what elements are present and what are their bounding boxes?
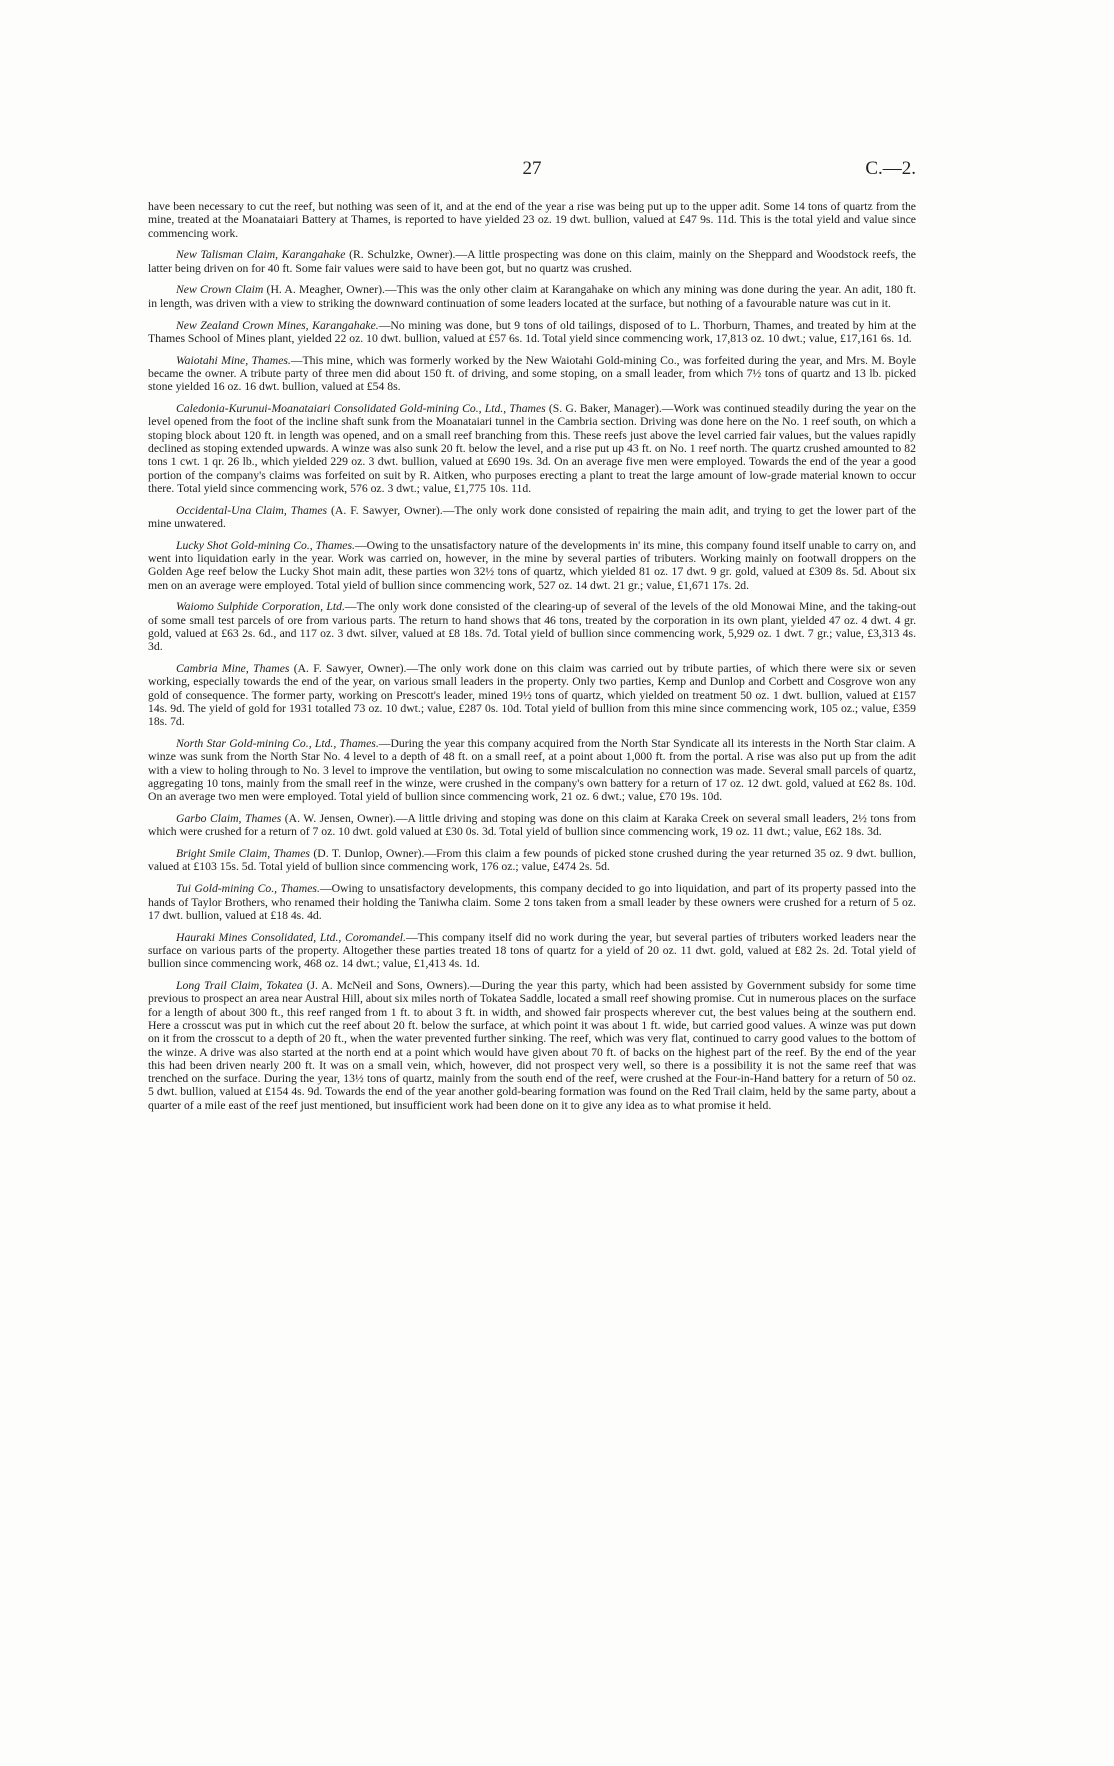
- document-code: C.—2.: [865, 158, 916, 179]
- paragraph: [148, 248, 916, 275]
- paragraph-heading: New Crown Claim: [176, 283, 264, 297]
- paragraph-text: —The only work done consisted of the clearing-up of several of the levels of the old Monowai Mine, and the taking-out of some small test parcels of ore from various parts. The return to hand shows that 46 tons, treated by the corporation in its own plant, yielded 47 oz. 4 dwt. 4 gr. gold, valued at £63 2s. 6d., and 117 oz. 3 dwt. silver, valued at £8 18s. 7d. Total yield of bullion since commencing work, 5,929 oz. 1 dwt. 7 gr.; value, £3,313 4s. 3d.: [148, 600, 916, 654]
- paragraph: [148, 737, 916, 803]
- paragraph: [148, 354, 916, 394]
- paragraph-text: (A. F. Sawyer, Owner).—The only work done consisted of repairing the main adit, and trying to get the lower part of the mine unwatered.: [148, 503, 916, 530]
- paragraph: [148, 319, 916, 346]
- paragraph-heading: Garbo Claim, Thames: [176, 812, 282, 826]
- paragraph: [148, 283, 916, 310]
- paragraph: [148, 504, 916, 531]
- paragraph-text: have been necessary to cut the reef, but nothing was seen of it, and at the end of the year a rise was being put up to the upper adit. Some 14 tons of quartz from the mine, treated at the Moanataiari Battery at Thames, is reported to have yielded 23 oz. 19 dwt. bullion, valued at £47 9s. 11d. This is the total yield and value since commencing work.: [148, 200, 916, 240]
- paragraph: [148, 600, 916, 653]
- paragraph-text: —Owing to the unsatisfactory nature of the developments in' its mine, this company found itself unable to carry on, and went into liquidation early in the year. Work was carried on, however, in the mine by several parties of tributers. Working mainly on footwall droppers on the Golden Age reef below the Lucky Shot main adit, these parties won 32½ tons of quartz, which yielded 81 oz. 17 dwt. 9 gr. gold, valued at £309 8s. 5d. About six men on an average were employed. Total yield of bullion since commencing work, 527 oz. 14 dwt. 21 gr.; value, £1,671 17s. 2d.: [148, 538, 916, 592]
- paragraph: [148, 931, 916, 971]
- paragraph-text: —During the year this company acquired from the North Star Syndicate all its interests in the North Star claim. A winze was sunk from the North Star No. 4 level to a depth of 48 ft. on a small reef, at a point about 1,000 ft. from the portal. A rise was also put up from the adit with a view to holing through to No. 3 level to improve the ventilation, but owing to some miscalculation no connection was made. Several small parcels of quartz, aggregating 10 tons, mainly from the small reef in the winze, were crushed in the company's own battery for a return of 17 oz. 12 dwt. gold, valued at £62 8s. 10d. On an average two men were employed. Total yield of bullion since commencing work, 21 oz. 6 dwt.; value, £70 19s. 10d.: [148, 737, 917, 804]
- paragraph: [148, 539, 916, 592]
- paragraph-heading: Bright Smile Claim, Thames: [176, 847, 310, 861]
- paragraph-heading: Lucky Shot Gold-mining Co., Thames.: [176, 538, 355, 552]
- paragraph-text: —Owing to unsatisfactory developments, this company decided to go into liquidation, and part of its property passed into the hands of Taylor Brothers, who renamed their holding the Taniwha claim. Some 2 tons taken from a small leader by these owners were crushed for a return of 5 oz. 17 dwt. bullion, valued at £18 4s. 4d.: [148, 882, 916, 922]
- paragraph: [148, 882, 916, 922]
- paragraph-heading: New Talisman Claim, Karangahake: [176, 248, 346, 262]
- paragraph-heading: Hauraki Mines Consolidated, Ltd., Coromandel.: [176, 930, 406, 944]
- paragraph: [148, 847, 916, 874]
- paragraph-text: (S. G. Baker, Manager).—Work was continued steadily during the year on the level opened from the foot of the incline shaft sunk from the Moanataiari tunnel in the Cambria section. Driving was done here on the No. 1 reef south, on which a stoping block about 120 ft. in length was opened, and on a small reef branching from this. These reefs just above the level carried fair values, but the values rapidly declined as stoping extended upwards. A winze was also sunk 20 ft. below the level, and a rise put up 43 ft. on No. 1 reef north. The quartz crushed amounted to 82 tons 1 cwt. 1 qr. 26 lb., which yielded 229 oz. 3 dwt. bullion, valued at £690 19s. 3d. On an average five men were employed. Towards the end of the year a good portion of the company's claims was forfeited on suit by R. Aitken, who purposes erecting a plant to treat the large amount of low-grade material known to occur there. Total yield since commencing work, 576 oz. 3 dwt.; value, £1,775 10s. 11d.: [148, 402, 916, 495]
- paragraph-heading: Waiotahi Mine, Thames.: [176, 353, 291, 367]
- paragraph-text: (R. Schulzke, Owner).—A little prospecting was done on this claim, mainly on the Sheppard and Woodstock reefs, the latter being driven on for 40 ft. Some fair values were said to have been got, but no quartz was crushed.: [148, 248, 916, 275]
- paragraph-heading: Occidental-Una Claim, Thames: [176, 503, 328, 517]
- paragraph-text: (H. A. Meagher, Owner).—This was the only other claim at Karangahake on which any mining was done during the year. An adit, 180 ft. in length, was driven with a view to striking the downward continuation of some leaders located at the surface, but nothing of a favourable nature was cut in it.: [148, 283, 916, 310]
- paragraph-heading: Caledonia-Kurunui-Moanataiari Consolidated Gold-mining Co., Ltd., Thames: [176, 402, 546, 416]
- paragraph-text: —This mine, which was formerly worked by the New Waiotahi Gold-mining Co., was forfeited during the year, and Mrs. M. Boyle became the owner. A tribute party of three men did about 150 ft. of driving, and some stoping, on a small leader, from which 7½ tons of quartz and 13 lb. picked stone yielded 16 oz. 16 dwt. bullion, valued at £54 8s.: [148, 353, 917, 394]
- page-body: [148, 200, 916, 1121]
- paragraph-heading: North Star Gold-mining Co., Ltd., Thames.: [176, 737, 379, 751]
- paragraph-text: —No mining was done, but 9 tons of old tailings, disposed of to L. Thorburn, Thames, and treated by him at the Thames School of Mines plant, yielded 22 oz. 10 dwt. bullion, valued at £57 6s. 1d. Total yield since commencing work, 17,813 oz. 10 dwt.; value, £17,161 6s. 1d.: [148, 318, 917, 345]
- paragraph: [148, 402, 916, 495]
- paragraph-heading: Waiomo Sulphide Corporation, Ltd.: [176, 600, 345, 614]
- paragraph: [148, 200, 916, 240]
- paragraph-text: —This company itself did no work during the year, but several parties of tributers worked leaders near the surface on various parts of the property. Altogether these parties treated 18 tons of quartz for a yield of 20 oz. 11 dwt. gold, valued at £82 2s. 2d. Total yield of bullion since commencing work, 468 oz. 14 dwt.; value, £1,413 4s. 1d.: [148, 930, 916, 971]
- paragraph: [148, 662, 916, 728]
- paragraph-text: (A. W. Jensen, Owner).—A little driving and stoping was done on this claim at Karaka Creek on several small leaders, 2½ tons from which were crushed for a return of 7 oz. 10 dwt. gold valued at £30 0s. 3d. Total yield of bullion since commencing work, 19 oz. 11 dwt.; value, £62 18s. 3d.: [148, 812, 916, 839]
- paragraph-heading: Tui Gold-mining Co., Thames.: [176, 882, 320, 896]
- paragraph-heading: Long Trail Claim, Tokatea: [176, 979, 303, 993]
- page-number: 27: [522, 158, 542, 179]
- paragraph-text: (D. T. Dunlop, Owner).—From this claim a few pounds of picked stone crushed during the year returned 35 oz. 9 dwt. bullion, valued at £103 15s. 5d. Total yield of bullion since commencing work, 176 oz.; value, £474 2s. 5d.: [148, 847, 916, 874]
- paragraph: [148, 979, 916, 1112]
- paragraph-text: (A. F. Sawyer, Owner).—The only work done on this claim was carried out by tribute parties, of which there were six or seven working, especially towards the end of the year, on various small leaders in the property. Only two parties, Kemp and Dunlop and Corbett and Cosgrove won any gold of consequence. The former party, working on Prescott's leader, mined 19½ tons of quartz, which yielded on treatment 50 oz. 1 dwt. bullion, valued at £157 14s. 9d. The yield of gold for 1931 totalled 73 oz. 10 dwt.; value, £287 0s. 10d. Total yield of bullion from this mine since commencing work, 105 oz.; value, £359 18s. 7d.: [148, 662, 916, 729]
- paragraph-heading: Cambria Mine, Thames: [176, 662, 290, 676]
- paragraph-text: (J. A. McNeil and Sons, Owners).—During the year this party, which had been assisted by Government subsidy for some time previous to prospect an area near Austral Hill, about six miles north of Tokatea Saddle, located a small reef showing promise. Cut in numerous places on the surface for a length of about 300 ft., this reef ranged from 1 ft. to about 3 ft. in width, and showed fair prospects wherever cut, the best values being at the southern end. Here a crosscut was put in which cut the reef about 20 ft. below the surface, at which point it was about 1 ft. wide, but carried good values. A winze was put down on it from the crosscut to a depth of 20 ft., when the water prevented further sinking. The reef, which was very flat, continued to carry good values to the bottom of the winze. A drive was also started at the north end at a point which would have given about 70 ft. of backs on the highest part of the reef. By the end of the year this had been driven nearly 200 ft. It was on a small vein, which, however, did not prospect very well, so there is a possibility it is not the same reef that was trenched on the surface. During the year, 13½ tons of quartz, mainly from the south end of the reef, were crushed at the Four-in-Hand battery for a return of 50 oz. 5 dwt. bullion, valued at £154 4s. 9d. Towards the end of the year another gold-bearing formation was found on the Red Trail claim, held by the same party, about a quarter of a mile east of the reef just mentioned, but insufficient work had been done on it to give any idea as to what promise it held.: [148, 979, 916, 1112]
- page-header: [148, 158, 916, 184]
- paragraph-heading: New Zealand Crown Mines, Karangahake.: [176, 318, 379, 332]
- paragraph: [148, 812, 916, 839]
